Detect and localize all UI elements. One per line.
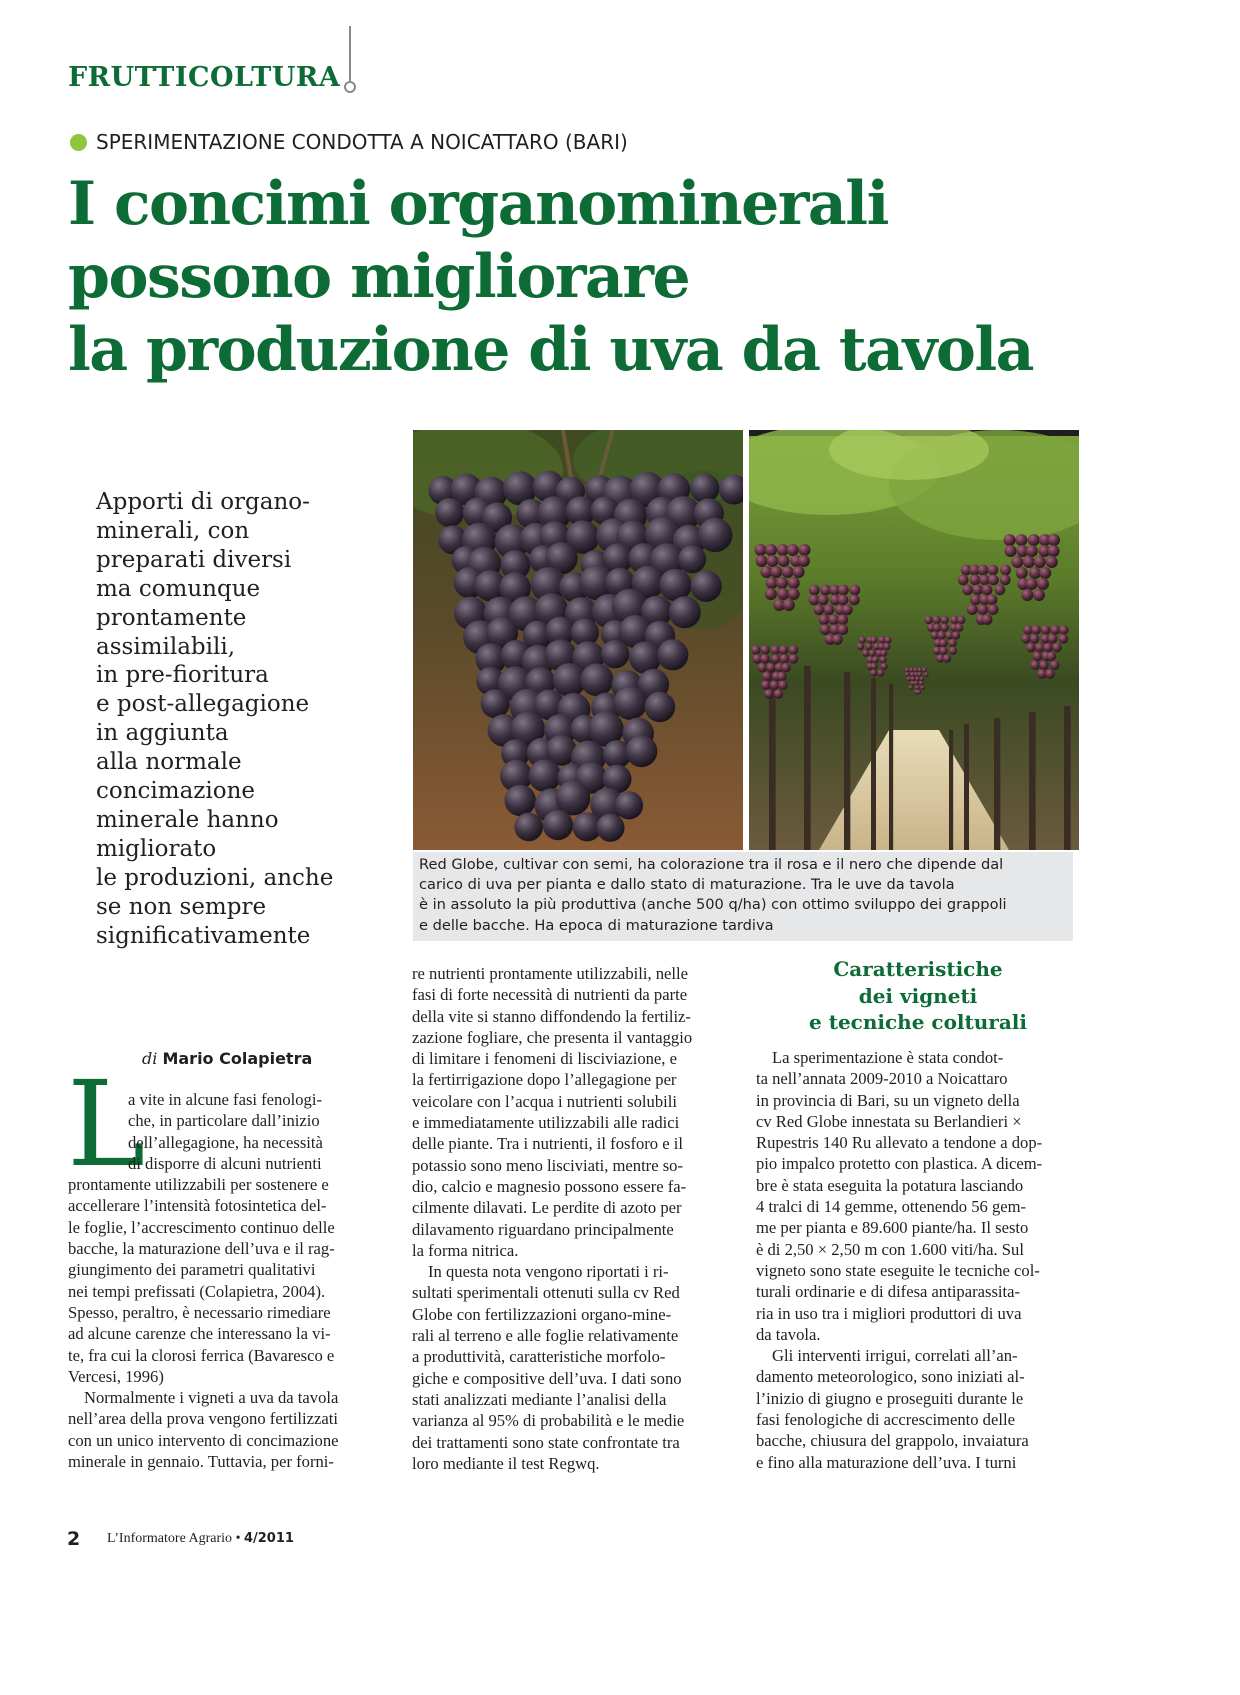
grape-bunch-photo xyxy=(413,430,743,850)
text-line: Normalmente i vigneti a uva da tavola xyxy=(84,1388,339,1408)
caption-line: Red Globe, cultivar con semi, ha colorazione tra il rosa e il nero che dipende dal xyxy=(419,856,1004,873)
text-line: te, fra cui la clorosi ferrica (Bavaresco e xyxy=(68,1345,335,1365)
section-rubric: FRUTTICOLTURA xyxy=(68,62,341,93)
text-line: e immediatamente utilizzabili alle radici xyxy=(412,1113,680,1133)
text-line: fasi fenologiche di accrescimento delle xyxy=(756,1410,1015,1430)
text-line: cilmente dilavati. Le perdite di azoto per xyxy=(412,1198,682,1218)
text-line: cv Red Globe innestata su Berlandieri × xyxy=(756,1111,1022,1131)
text-line: dell’allegagione, ha necessità xyxy=(128,1132,323,1152)
lead-line: alla normale xyxy=(96,749,242,776)
headline-line: possono migliorare xyxy=(68,242,690,312)
lead-line: se non sempre xyxy=(96,893,267,920)
journal-name: L’Informatore Agrario xyxy=(107,1531,233,1546)
kicker-text: SPERIMENTAZIONE CONDOTTA A NOICATTARO (BARI) xyxy=(96,130,628,154)
bullet-dot-icon xyxy=(70,134,87,151)
subhead-line: dei vigneti xyxy=(858,983,978,1008)
text-line: Rupestris 140 Ru allevato a tendone a dop- xyxy=(756,1133,1043,1153)
text-line: giungimento dei parametri qualitativi xyxy=(68,1260,316,1280)
text-line: veicolare con l’acqua i nutrienti solubili xyxy=(412,1091,677,1111)
text-line: damento meteorologico, sono iniziati al- xyxy=(756,1367,1025,1387)
text-line: minerale in gennaio. Tuttavia, per forni- xyxy=(68,1452,334,1472)
text-line: la fertirrigazione dopo l’allegagione per xyxy=(412,1070,677,1090)
article-column-3 xyxy=(756,1047,1082,1473)
lead-line: ma comunque xyxy=(96,575,261,602)
drop-cap: L xyxy=(67,1055,146,1193)
text-line: da tavola. xyxy=(756,1324,821,1344)
text-line: che, in particolare dall’inizio xyxy=(128,1111,320,1131)
text-line: sultati sperimentali ottenuti sulla cv Red xyxy=(412,1283,680,1303)
lead-line: e post-allegagione xyxy=(96,691,310,718)
text-line: e fino alla maturazione dell’uva. I turni xyxy=(756,1452,1017,1472)
lead-line: minerali, con xyxy=(96,517,250,544)
headline xyxy=(68,168,1033,387)
text-line: nell’area della prova vengono fertilizzati xyxy=(68,1409,338,1429)
article-column-2 xyxy=(412,963,738,1474)
text-line: bacche, chiusura del grappolo, invaiatura xyxy=(756,1431,1029,1451)
text-line: stati analizzati mediante l’analisi della xyxy=(412,1389,667,1409)
journal-footer xyxy=(107,1531,294,1547)
text-line: a produttività, caratteristiche morfolo- xyxy=(412,1347,666,1367)
lead-line: assimilabili, xyxy=(96,633,236,660)
text-line: accellerare l’intensità fotosintetica del- xyxy=(68,1196,327,1216)
byline xyxy=(142,1049,312,1068)
caption-line: carico di uva per pianta e dallo stato di maturazione. Tra le uve da tavola xyxy=(419,876,955,894)
rubric-pin-icon xyxy=(344,81,356,93)
footer-separator: • xyxy=(235,1531,241,1546)
text-line: bre è stata eseguita la potatura lasciando xyxy=(756,1175,1024,1195)
author-name: Mario Colapietra xyxy=(162,1049,313,1068)
text-line: è di 2,50 × 2,50 m con 1.600 viti/ha. Sul xyxy=(756,1239,1024,1259)
text-line: dei trattamenti sono state confrontate tra xyxy=(412,1432,680,1452)
text-line: bacche, la maturazione dell’uva e il rag- xyxy=(68,1239,335,1259)
article-column-1 xyxy=(68,1089,394,1472)
text-line: della vite si stanno diffondendo la fertiliz- xyxy=(412,1006,691,1026)
lead-line: le produzioni, anche xyxy=(96,864,334,891)
vineyard-pergola-photo xyxy=(749,430,1079,850)
text-line: di limitare i fenomeni di lisciviazione, e xyxy=(412,1049,677,1069)
issue-number: 4/2011 xyxy=(243,1531,294,1546)
text-line: vigneto sono state eseguite le tecniche col- xyxy=(756,1260,1040,1280)
lead-line: Apporti di organo- xyxy=(96,489,310,515)
lead-paragraph xyxy=(96,488,396,951)
byline-prefix: di xyxy=(142,1049,158,1068)
rubric-pin-line xyxy=(349,26,351,84)
text-line: in provincia di Bari, su un vigneto della xyxy=(756,1090,1020,1110)
text-line: dilavamento riguardano principalmente xyxy=(412,1219,674,1239)
text-line: varianza al 95% di probabilità e le medie xyxy=(412,1411,685,1431)
lead-line: minerale hanno xyxy=(96,806,279,833)
lead-line: concimazione xyxy=(96,778,256,805)
text-line: In questa nota vengono riportati i ri- xyxy=(428,1262,669,1282)
text-line: ta nell’annata 2009-2010 a Noicattaro xyxy=(756,1069,1008,1089)
text-line: La sperimentazione è stata condot- xyxy=(772,1048,1004,1067)
text-line: Gli interventi irrigui, correlati all’an- xyxy=(772,1346,1018,1366)
text-line: la forma nitrica. xyxy=(412,1240,519,1260)
text-line: prontamente utilizzabili per sostenere e xyxy=(68,1175,329,1195)
text-line: ria in uso tra i migliori produttori di uva xyxy=(756,1303,1022,1323)
subhead-line: e tecniche colturali xyxy=(809,1010,1027,1034)
text-line: con un unico intervento di concimazione xyxy=(68,1430,339,1450)
text-line: di disporre di alcuni nutrienti xyxy=(128,1153,322,1173)
headline-line: la produzione di uva da tavola xyxy=(68,315,1034,385)
lead-line: prontamente xyxy=(96,604,247,631)
text-line: me per pianta e 89.600 piante/ha. Il sesto xyxy=(756,1218,1029,1238)
text-line: Vercesi, 1996) xyxy=(68,1366,164,1386)
text-line: le foglie, l’accrescimento continuo delle xyxy=(68,1217,335,1237)
section-subhead xyxy=(760,956,1076,1036)
text-line: fasi di forte necessità di nutrienti da parte xyxy=(412,985,688,1005)
text-line: rali al terreno e alle foglie relativamente xyxy=(412,1326,679,1346)
page-number: 2 xyxy=(67,1528,81,1550)
text-line: 4 tralci di 14 gemme, ottenendo 56 gem- xyxy=(756,1197,1027,1217)
text-line: giche e compositive dell’uva. I dati sono xyxy=(412,1368,682,1388)
text-line: re nutrienti prontamente utilizzabili, nelle xyxy=(412,964,689,983)
text-line: zazione fogliare, che presenta il vantaggio xyxy=(412,1027,693,1047)
text-line: ad alcune carenze che interessano la vi- xyxy=(68,1324,331,1344)
photo-caption xyxy=(413,852,1073,941)
subhead-line: Caratteristiche xyxy=(833,957,1003,981)
caption-line: è in assoluto la più produttiva (anche 500 q/ha) con ottimo sviluppo dei grappoli xyxy=(419,896,1007,914)
text-line: turali ordinarie e di difesa antiparassita- xyxy=(756,1282,1021,1302)
lead-line: in pre-fioritura xyxy=(96,662,269,689)
lead-line: migliorato xyxy=(96,835,217,862)
kicker xyxy=(70,130,628,154)
text-line: pio impalco protetto con plastica. A dicem- xyxy=(756,1154,1043,1174)
lead-line: preparati diversi xyxy=(96,546,292,573)
headline-line: I concimi organominerali xyxy=(68,169,888,239)
text-line: Globe con fertilizzazioni organo-mine- xyxy=(412,1304,672,1324)
text-line: nei tempi prefissati (Colapietra, 2004). xyxy=(68,1281,326,1301)
text-line: delle piante. Tra i nutrienti, il fosforo e il xyxy=(412,1134,683,1154)
lead-line: in aggiunta xyxy=(96,720,229,747)
text-line: Spesso, peraltro, è necessario rimediare xyxy=(68,1302,331,1322)
text-line: potassio sono meno lisciviati, mentre so- xyxy=(412,1155,683,1175)
caption-line: e delle bacche. Ha epoca di maturazione tardiva xyxy=(419,916,774,934)
text-line: a vite in alcune fasi fenologi- xyxy=(128,1090,322,1109)
text-line: loro mediante il test Regwq. xyxy=(412,1453,600,1473)
lead-line: significativamente xyxy=(96,922,311,949)
text-line: l’inizio di giugno e proseguiti durante le xyxy=(756,1388,1024,1408)
text-line: dio, calcio e magnesio possono essere fa- xyxy=(412,1176,687,1196)
